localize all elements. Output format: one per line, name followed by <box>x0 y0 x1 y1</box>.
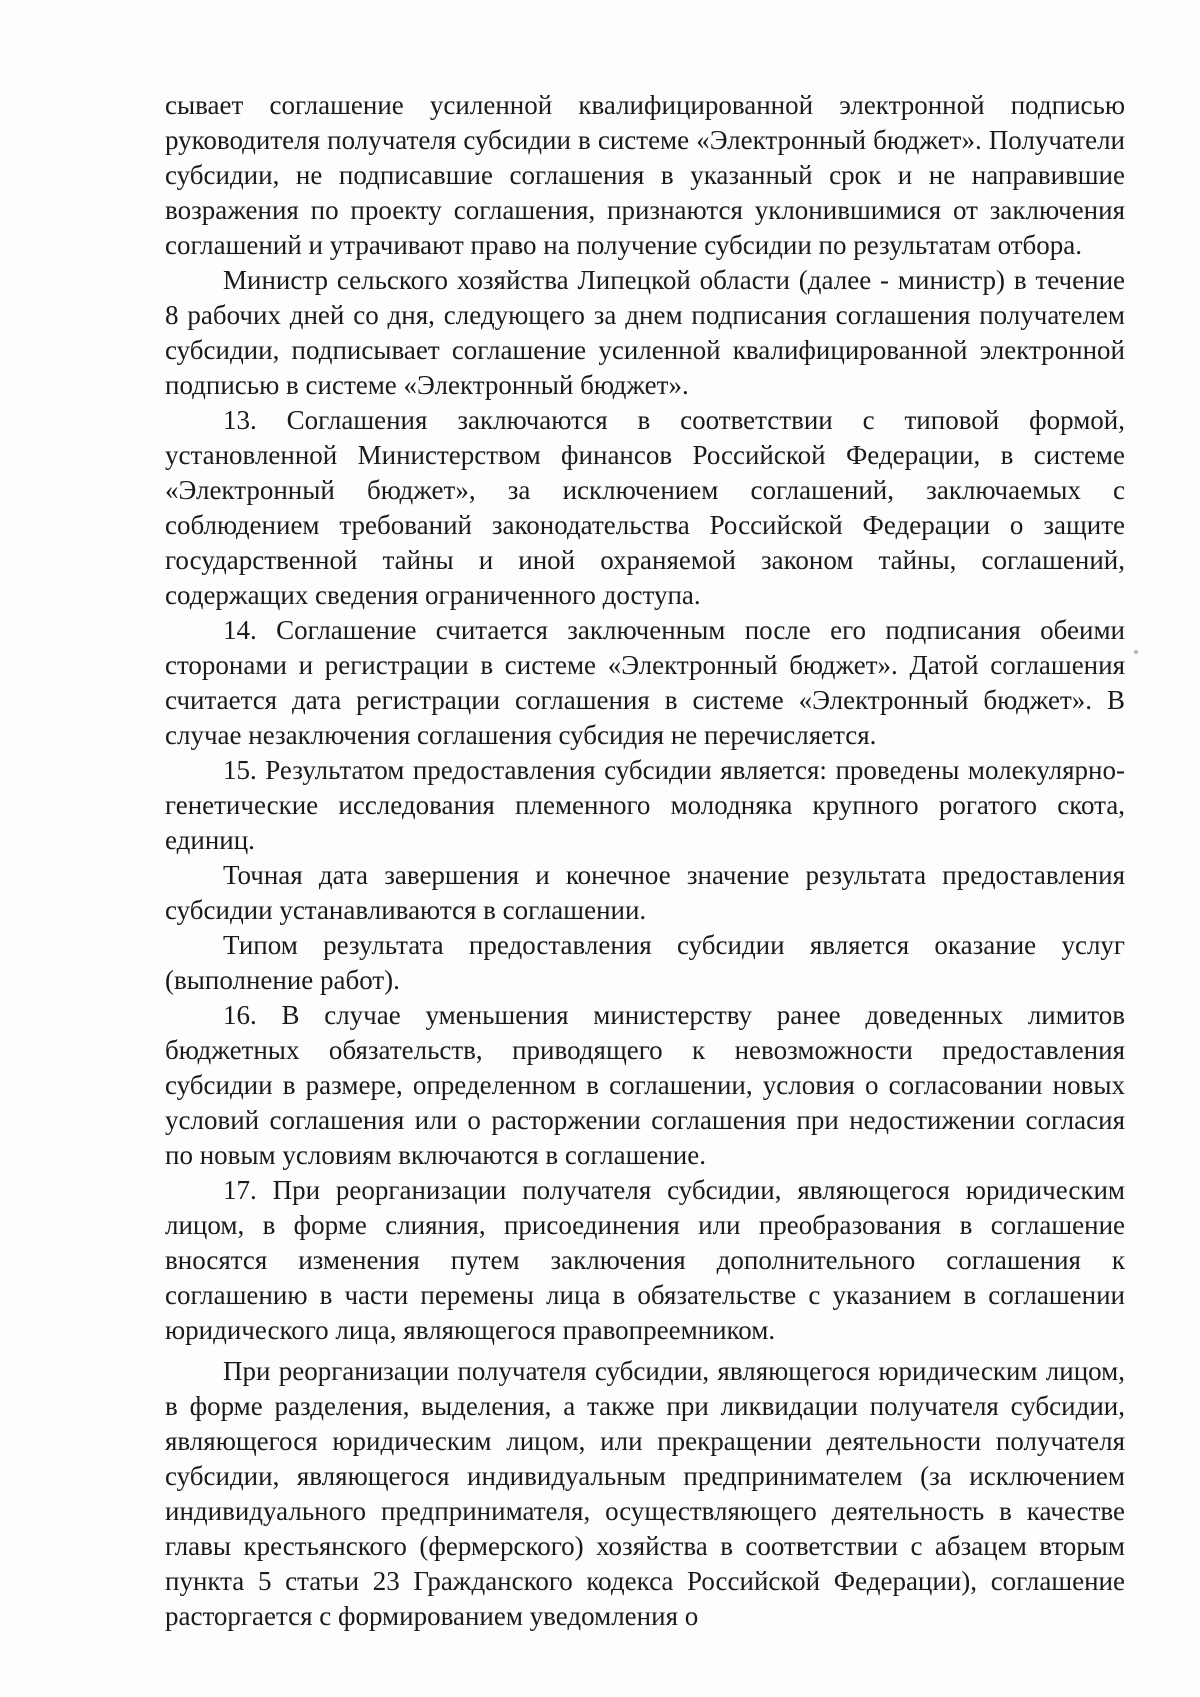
body-text <box>165 88 1125 1634</box>
paragraph-15: 15. Результатом предоставления субсидии является: проведены молекулярно-генетические исследования племенного молодняка крупного рогатого скота, единиц. <box>165 755 1125 855</box>
paragraph-minister: Министр сельского хозяйства Липецкой области (далее - министр) в течение 8 рабочих дней со дня, следующего за днем подписания соглашения получателем субсидии, подписывает соглашение усиленной квалифицированной электронной подписью в системе «Электронный бюджет». <box>165 265 1125 400</box>
paragraph-13: 13. Соглашения заключаются в соответствии с типовой формой, установленной Министерством финансов Российской Федерации, в системе «Электронный бюджет», за исключением соглашений, заключаемых с соблюдением требований законодательства Российской Федерации о защите государственной тайны и иной охраняемой законом тайны, соглашений, содержащих сведения ограниченного доступа. <box>165 405 1125 610</box>
paragraph-result-type: Типом результата предоставления субсидии является оказание услуг (выполнение работ). <box>165 930 1125 995</box>
paragraph-reorganization: При реорганизации получателя субсидии, являющегося юридическим лицом, в форме разделения, выделения, а также при ликвидации получателя субсидии, являющегося юридическим лицом, или прекращении деятельности получателя субсидии, являющегося индивидуальным предпринимателем (за исключением индивидуального предпринимателя, осуществляющего деятельность в качестве главы крестьянского (фермерского) хозяйства в соответствии с абзацем вторым пункта 5 статьи 23 Гражданского кодекса Российской Федерации), соглашение расторгается с формированием уведомления о <box>165 1356 1125 1631</box>
paragraph-14: 14. Соглашение считается заключенным после его подписания обеими сторонами и регистрации в системе «Электронный бюджет». Датой соглашения считается дата регистрации соглашения в системе «Электронный бюджет». В случае незаключения соглашения субсидия не перечисляется. <box>165 615 1125 750</box>
paragraph-17: 17. При реорганизации получателя субсидии, являющегося юридическим лицом, в форме слияния, присоединения или преобразования в соглашение вносятся изменения путем заключения дополнительного соглашения к соглашению в части перемены лица в обязательстве с указанием в соглашении юридического лица, являющегося правопреемником. <box>165 1175 1125 1345</box>
paragraph-continuation: сывает соглашение усиленной квалифицированной электронной подписью руководителя получателя субсидии в системе «Электронный бюджет». Получатели субсидии, не подписавшие соглашения в указанный срок и не направившие возражения по проекту соглашения, признаются уклонившимися от заключения соглашений и утрачивают право на получение субсидии по результатам отбора. <box>165 90 1125 260</box>
paragraph-16: 16. В случае уменьшения министерству ранее доведенных лимитов бюджетных обязательств, приводящего к невозможности предоставления субсидии в размере, определенном в соглашении, условия о согласовании новых условий соглашения или о расторжении соглашения при недостижении согласия по новым условиям включаются в соглашение. <box>165 1000 1125 1170</box>
paragraph-result-date: Точная дата завершения и конечное значение результата предоставления субсидии устанавливаются в соглашении. <box>165 860 1125 925</box>
scan-speck <box>1134 650 1138 654</box>
